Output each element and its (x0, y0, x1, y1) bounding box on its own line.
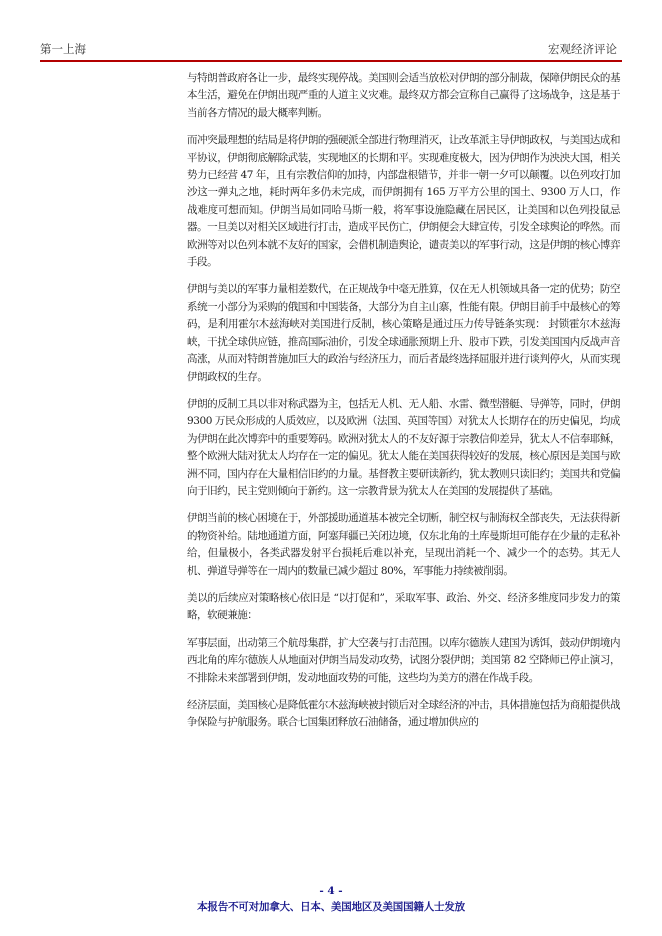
paragraph-4: 伊朗的反制工具以非对称武器为主，包括无人机、无人船、水雷、微型潜艇、导弹等，同时，伊朗 9300 万民众形成的人质效应，以及欧洲（法国、英国等国）对犹太人长期存在的历史偏见，均成为伊朗在此次博弈中的重要筹码。欧洲对犹太人的不友好源于宗教信仰差异，犹太人不信奉耶稣，整个欧洲大陆对犹太人均存在一定的偏见。犹太人能在美国获得较好的发展，核心原因是美国与欧洲不同，国内存在大量相信旧约的力量。基督教主要研读新约，犹太教则只读旧约；美国共和党偏向于旧约，民主党则倾向于新约。这一宗教背景为犹太人在美国的发展提供了基础。 (187, 397, 620, 497)
paragraph-7: 军事层面，出动第三个航母集群，扩大空袭与打击范围。以库尔德族人建国为诱饵，鼓动伊朗境内西北角的库尔德族人从地面对伊朗当局发动攻势，试图分裂伊朗；美国第 82 空降师已停止演习，不排除未来部署到伊朗，发动地面攻势的可能，这些均为美方的潜在作战手段。 (187, 636, 620, 684)
paragraph-3: 伊朗与美以的军事力量相差数代，在正规战争中毫无胜算，仅在无人机领域具备一定的优势；防空系统一小部分为采购的俄国和中国装备，大部分为自主山寨，性能有限。伊朗目前手中最核心的筹码，是利用霍尔木兹海峡对美国进行反制，核心策略是通过压力传导链条实现： 封锁霍尔木兹海峡，干扰全球供应链，推高国际油价，引发全球通胀预期上升、股市下跌，引发美国国内反战声音高涨，从而对特朗普施加巨大的政治与经济压力，而后者最终选择屈服并进行谈判停火，从而实现伊朗政权的生存。 (187, 283, 620, 383)
paragraph-2: 而冲突最理想的结局是将伊朗的强硬派全部进行物理消灭，让改革派主导伊朗政权，与美国达成和平协议，伊朗彻底解除武装，实现地区的长期和平。实现难度极大，因为伊朗作为泱泱大国，相关势力已经营 47 年，且有宗教信仰的加持，内部盘根错节，并非一朝一夕可以颠覆。以色列攻打加沙这一弹丸之地，耗时两年多仍未完成，而伊朗拥有 165 万平方公里的国土、9300 万人口，作战难度可想而知。伊朗当局如同哈马斯一般，将军事设施隐藏在居民区，让美国和以色列投鼠忌器。一旦美以对相关区域进行打击，造成平民伤亡，伊朗便会大肆宣传，引发全球舆论的哗然。而欧洲等对以色列本就不友好的国家，会借机制造舆论，谴责美以的军事行动，这是伊朗的核心博弈手段。 (187, 134, 620, 269)
page-number: - 4 - (319, 885, 343, 897)
paragraph-1: 与特朗普政府各让一步，最终实现停战。美国则会适当放松对伊朗的部分制裁，保障伊朗民众的基本生活，避免在伊朗出现严重的人道主义灾难。最终双方都会宣称自己赢得了这场战争，这是基于当前各方情况的最大概率判断。 (187, 72, 620, 119)
report-body (187, 70, 620, 742)
header-report-title: 宏观经济评论 (548, 42, 617, 56)
header-divider (40, 60, 622, 62)
paragraph-8: 经济层面，美国核心是降低霍尔木兹海峡被封锁后对全球经济的冲击，具体措施包括为商船提供战争保险与护航服务。联合七国集团释放石油储备，通过增加供应的 (187, 699, 620, 729)
distribution-disclaimer: 本报告不可对加拿大、日本、美国地区及美国国籍人士发放 (197, 901, 465, 913)
paragraph-6: 美以的后续应对策略核心依旧是 “以打促和”，采取军事、政治、外交、经济多维度同步发力的策略，软硬兼施： (187, 591, 620, 622)
header-company-name: 第一上海 (40, 42, 86, 56)
paragraph-5: 伊朗当前的核心困境在于，外部援助通道基本被完全切断，制空权与制海权全部丧失，无法获得新的物资补给。陆地通道方面，阿塞拜疆已关闭边境，仅东北角的土库曼斯坦可能存在少量的走私补给，但量极小，各类武器发射平台损耗后难以补充，呈现出消耗一个、减少一个的态势。其无人机、弹道导弹等在一周内的数量已减少超过 80%，军事能力持续被削弱。 (187, 512, 620, 577)
